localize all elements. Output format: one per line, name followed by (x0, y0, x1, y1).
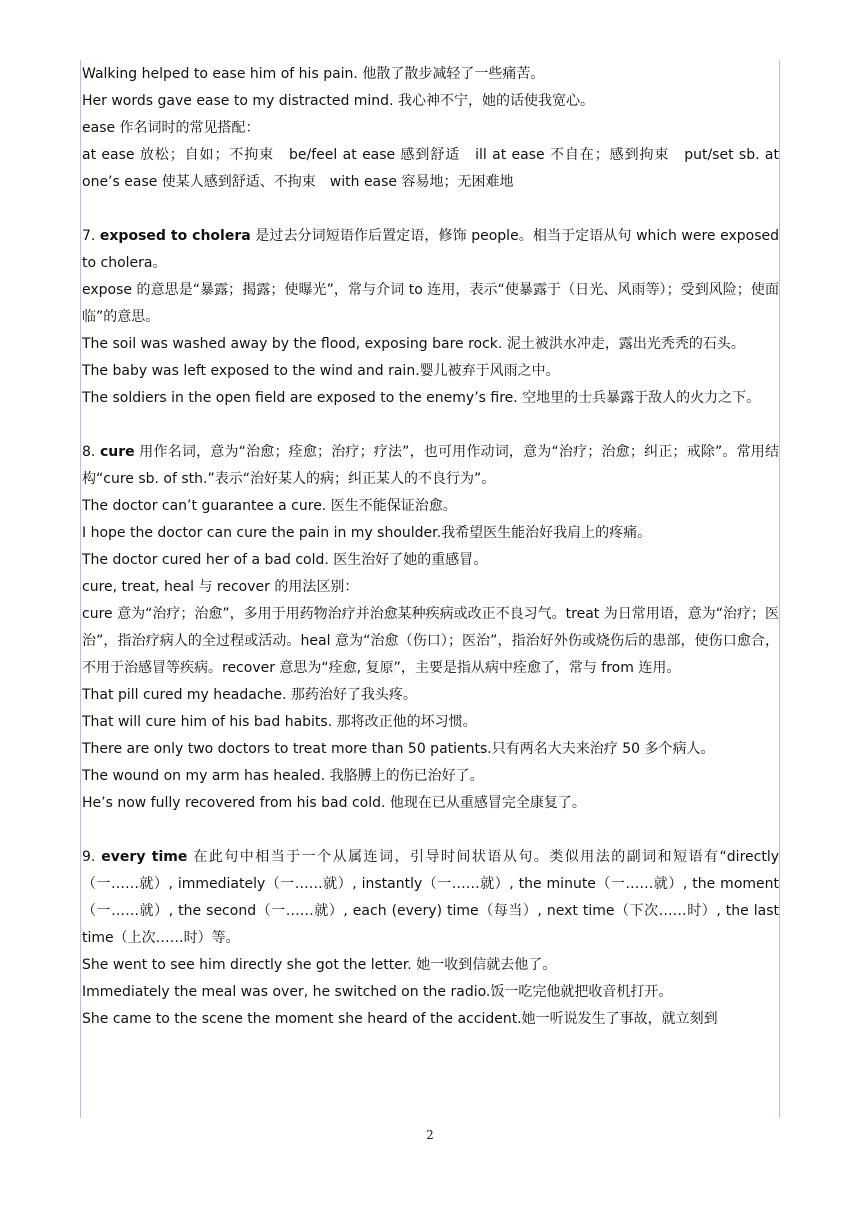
section-number: 8. (82, 444, 100, 460)
example-sentence: The doctor can’t guarantee a cure. 医生不能保证治愈。 (82, 498, 457, 514)
explanation-text: cure 意为“治疗；治愈”，多用于用药物治疗并治愈某种疾病或改正不良习气。treat 为日常用语，意为“治疗；医治”，指治疗病人的全过程或活动。heal 意为“治愈（伤口）；医治”，指治好外伤或烧伤后的患部，使伤口愈合，不用于治感冒等疾病。recover 意思为“痊愈, 复原”，主要是指从病中痊愈了，常与 from 连用。 (82, 606, 779, 676)
example-sentence: The wound on my arm has healed. 我胳膊上的伤已治好了。 (82, 768, 484, 784)
paragraph-gap (82, 196, 779, 223)
right-margin-guide (779, 60, 780, 1118)
left-margin-guide (80, 60, 81, 1118)
section-explanation: 是过去分词短语作后置定语，修饰 people。相当于定语从句 which were exposed to cholera。 (82, 228, 779, 271)
collocation-list: at ease 放松；自如；不拘束 be/feel at ease 感到舒适 ill at ease 不自在；感到拘束 put/set sb. at one’s ease 使某人感到舒适、不拘束 with ease 容易地；无困难地 (82, 147, 779, 190)
section-8-intro (82, 439, 779, 493)
paragraph-gap (82, 817, 779, 844)
example-sentence: The soldiers in the open field are exposed to the enemy’s fire. 空地里的士兵暴露于敌人的火力之下。 (82, 390, 761, 406)
example-sentence: That pill cured my headache. 那药治好了我头疼。 (82, 687, 417, 703)
example-sentence: She went to see him directly she got the letter. 她一收到信就去他了。 (82, 957, 557, 973)
example-sentence: The baby was left exposed to the wind and rain.婴儿被弃于风雨之中。 (82, 363, 560, 379)
collocation-heading: ease 作名词时的常见搭配： (82, 120, 260, 136)
section-explanation: 在此句中相当于一个从属连词，引导时间状语从句。类似用法的副词和短语有“directly（一……就）, immediately（一……就）, instantly（一……就）, the minute（一……就）, the moment（一……就）, the second（一……就）, each (every) time（每当）, next time（下次……时）, the last time（上次……时）等。 (82, 849, 779, 946)
section-number: 9. (82, 849, 102, 865)
paragraph-gap (82, 412, 779, 439)
example-sentence: The doctor cured her of a bad cold. 医生治好了她的重感冒。 (82, 552, 488, 568)
example-sentence: Her words gave ease to my distracted mind. 我心神不宁，她的话使我宽心。 (82, 93, 594, 109)
example-sentence: There are only two doctors to treat more than 50 patients.只有两名大夫来治疗 50 多个病人。 (82, 741, 715, 757)
section-9-intro (82, 844, 779, 952)
document-body (82, 61, 779, 1033)
section-term: every time (101, 849, 188, 865)
section-term: exposed to cholera (99, 228, 251, 244)
section-explanation: 用作名词，意为“治愈；痊愈；治疗；疗法”，也可用作动词，意为“治疗；治愈；纠正；戒除”。常用结构“cure sb. of sth.”表示“治好某人的病；纠正某人的不良行为”。 (82, 444, 779, 487)
example-sentence: I hope the doctor can cure the pain in my shoulder.我希望医生能治好我肩上的疼痛。 (82, 525, 652, 541)
example-sentence: That will cure him of his bad habits. 那将改正他的坏习惯。 (82, 714, 477, 730)
example-sentence: She came to the scene the moment she heard of the accident.她一听说发生了事故，就立刻到 (82, 1011, 718, 1027)
example-sentence: The soil was washed away by the flood, exposing bare rock. 泥土被洪水冲走，露出光秃秃的石头。 (82, 336, 745, 352)
section-term: cure (100, 444, 135, 460)
explanation-text: expose 的意思是“暴露；揭露；使曝光”，常与介词 to 连用，表示“使暴露于（日光、风雨等）；受到风险；使面临”的意思。 (82, 282, 779, 325)
example-sentence: He’s now fully recovered from his bad cold. 他现在已从重感冒完全康复了。 (82, 795, 586, 811)
page-number: 2 (426, 1128, 434, 1142)
section-7-intro (82, 223, 779, 277)
section-number: 7. (82, 228, 100, 244)
example-sentence: Immediately the meal was over, he switched on the radio.饭一吃完他就把收音机打开。 (82, 984, 673, 1000)
example-sentence: Walking helped to ease him of his pain. 他散了散步减轻了一些痛苦。 (82, 66, 545, 82)
usage-heading: cure, treat, heal 与 recover 的用法区别： (82, 579, 359, 595)
